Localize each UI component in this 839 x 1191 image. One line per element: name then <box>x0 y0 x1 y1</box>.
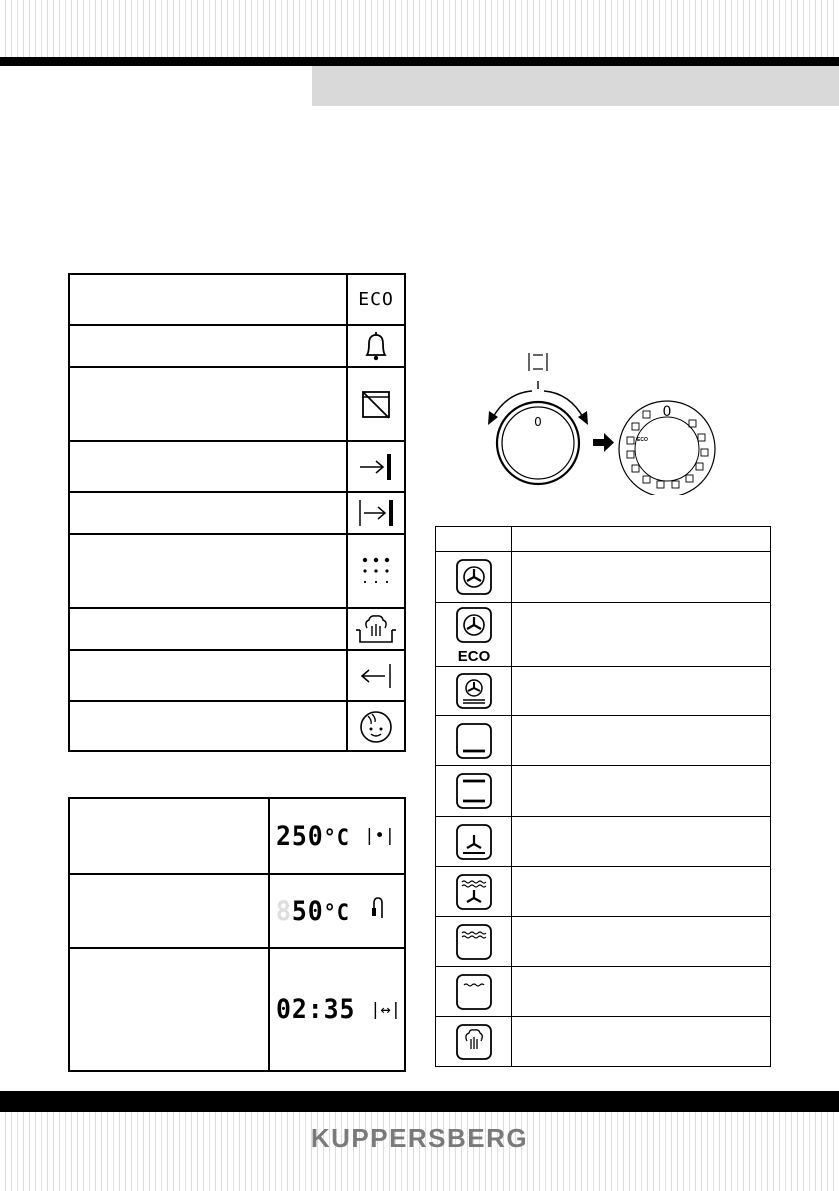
table-row <box>69 325 405 367</box>
brand-logo: KUPPERSBERG <box>310 1123 529 1153</box>
display-digits: 50 <box>291 895 324 927</box>
ring-zero-label: 0 <box>662 404 672 420</box>
header-rule <box>0 57 839 66</box>
indicator-table <box>68 273 406 752</box>
auto-programs-icon <box>347 534 405 608</box>
display-dim-digit: 8 <box>276 895 292 927</box>
preheat-icon: |•| <box>364 826 395 846</box>
display-digits: 02:35 <box>276 994 356 1025</box>
table-row <box>436 867 771 917</box>
double-grill-icon <box>436 917 512 967</box>
probe-icon <box>370 896 386 927</box>
table-row <box>69 367 405 441</box>
table-row <box>436 552 771 603</box>
fan-grill-icon <box>436 867 512 917</box>
table-row <box>436 917 771 967</box>
steam-mode-icon <box>436 1017 512 1067</box>
display-temperature <box>269 798 405 874</box>
dial-zero-label: 0 <box>534 415 542 429</box>
convection-fan-icon <box>436 552 512 603</box>
mode-dial-illustration <box>480 345 730 495</box>
display-unit: °C <box>323 900 350 926</box>
eco-convection-icon <box>436 603 512 667</box>
table-row <box>436 817 771 867</box>
display-timer <box>269 948 405 1071</box>
display-table <box>68 797 406 1072</box>
table-row <box>436 766 771 817</box>
table-row <box>69 650 405 701</box>
table-row <box>436 667 771 716</box>
cooking-duration-icon <box>347 492 405 534</box>
table-row <box>69 441 405 492</box>
end-time-icon <box>347 441 405 492</box>
table-row <box>436 716 771 766</box>
table-row <box>69 492 405 534</box>
modes-table <box>435 526 771 1067</box>
display-unit: °C <box>323 825 350 851</box>
eco-mode-label: ECO <box>457 647 490 664</box>
eco-label: ECO <box>358 289 394 310</box>
display-digits: 250 <box>276 820 324 852</box>
table-row <box>69 874 405 948</box>
ring-eco-label: ECO <box>637 437 648 443</box>
door-lock-icon <box>347 367 405 441</box>
table-row <box>69 608 405 650</box>
bell-icon <box>347 325 405 367</box>
return-icon <box>347 650 405 701</box>
table-row <box>436 603 771 667</box>
table-row <box>436 1017 771 1067</box>
table-header-row <box>436 527 771 552</box>
fan-bottom-heat-icon <box>436 667 512 716</box>
footer-rule <box>0 1091 839 1112</box>
top-bottom-heat-icon <box>436 766 512 817</box>
table-row <box>69 798 405 874</box>
table-row <box>69 274 405 325</box>
eco-icon <box>347 274 405 325</box>
table-row <box>436 967 771 1017</box>
header-stripes <box>0 0 839 57</box>
grill-icon <box>436 967 512 1017</box>
section-header-band <box>312 66 839 106</box>
table-row <box>69 948 405 1071</box>
child-lock-icon <box>347 701 405 751</box>
table-row <box>69 534 405 608</box>
display-probe-temperature <box>269 874 405 948</box>
duration-icon: |↔| <box>370 999 401 1020</box>
table-row <box>69 701 405 751</box>
bottom-heat-icon <box>436 716 512 766</box>
fan-bottom-heater-icon <box>436 817 512 867</box>
steam-icon <box>347 608 405 650</box>
